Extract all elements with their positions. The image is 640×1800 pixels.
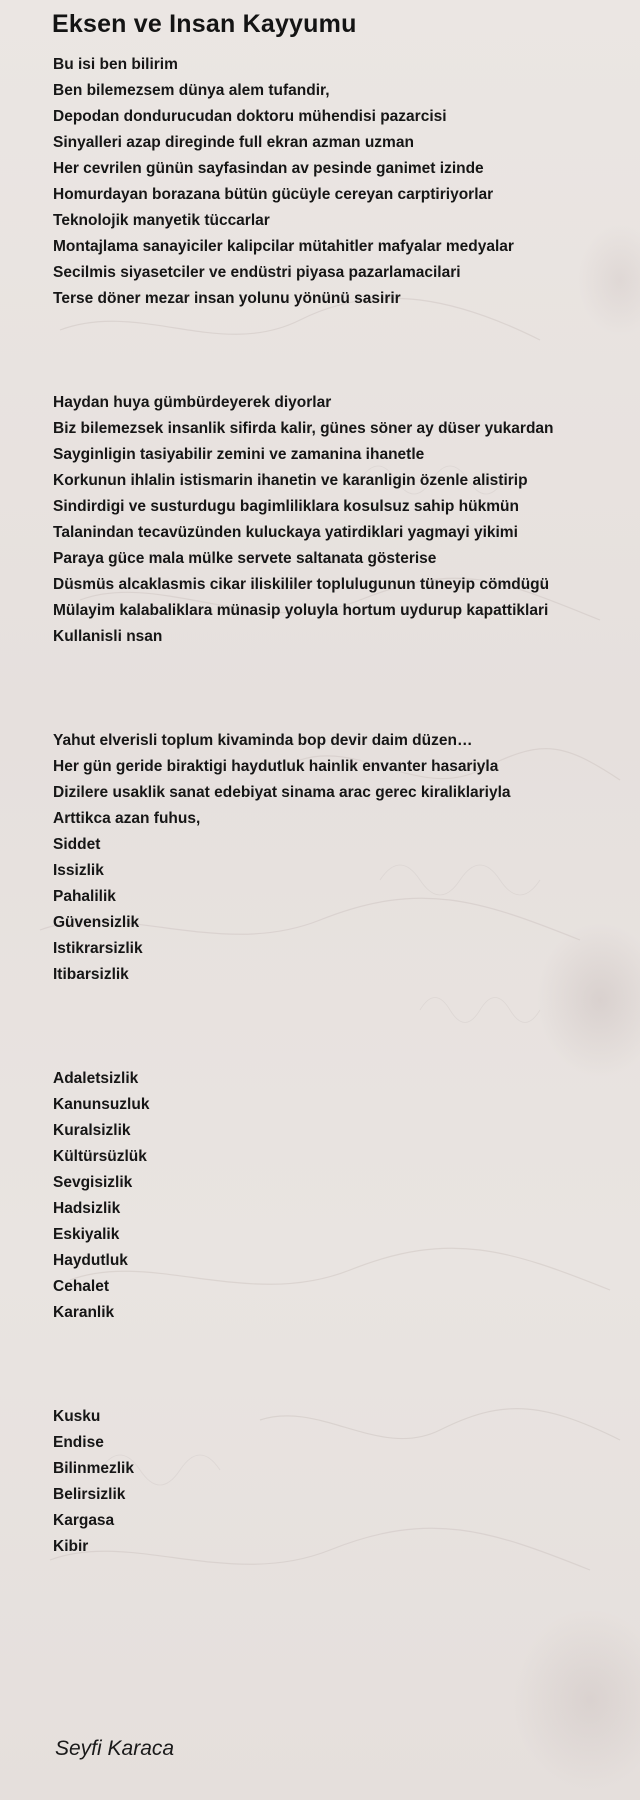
poem-line: Haydutluk <box>53 1252 128 1269</box>
stanza <box>53 390 623 650</box>
poem-line: Dizilere usaklik sanat edebiyat sinama arac gerec kiraliklariyla <box>53 784 511 801</box>
poem-line: Korkunun ihlalin istismarin ihanetin ve karanligin özenle alistirip <box>53 472 528 489</box>
poem-line: Eskiyalik <box>53 1226 120 1243</box>
stanza <box>53 1066 623 1326</box>
poem-line: Yahut elverisli toplum kivaminda bop devir daim düzen… <box>53 732 473 749</box>
poem-line: Düsmüs alcaklasmis cikar iliskililer toplulugunun tüneyip cömdügü <box>53 576 550 593</box>
poem-line: Endise <box>53 1434 104 1451</box>
poem-line: Paraya güce mala mülke servete saltanata gösterise <box>53 550 437 567</box>
poem-body <box>53 52 623 1638</box>
poem-line: Terse döner mezar insan yolunu yönünü sasirir <box>53 290 401 307</box>
poem-line: Bu isi ben bilirim <box>53 56 178 73</box>
poem-line: Kanunsuzluk <box>53 1096 150 1113</box>
poem-line: Her cevrilen günün sayfasindan av pesinde ganimet izinde <box>53 160 484 177</box>
poem-line: Arttikca azan fuhus, <box>53 810 201 827</box>
poem-line: Kargasa <box>53 1512 115 1529</box>
poem-line: Cehalet <box>53 1278 109 1295</box>
poem-line: Itibarsizlik <box>53 966 129 983</box>
poem-line: Siddet <box>53 836 101 853</box>
poem-line: Istikrarsizlik <box>53 940 143 957</box>
poem-line: Talanindan tecavüzünden kuluckaya yatirdiklari yagmayi yikimi <box>53 524 518 541</box>
poem-line: Adaletsizlik <box>53 1070 139 1087</box>
poem-line: Depodan dondurucudan doktoru mühendisi pazarcisi <box>53 108 447 125</box>
poem-line: Kibir <box>53 1538 89 1555</box>
author-signature: Seyfi Karaca <box>55 1737 175 1760</box>
poem-line: Belirsizlik <box>53 1486 126 1503</box>
poem-line: Ben bilemezsem dünya alem tufandir, <box>53 82 330 99</box>
poem-title: Eksen ve Insan Kayyumu <box>52 10 357 38</box>
poem-line: Kültürsüzlük <box>53 1148 147 1165</box>
stanza <box>53 1404 623 1560</box>
poem-line: Hadsizlik <box>53 1200 121 1217</box>
poem-line: Haydan huya gümbürdeyerek diyorlar <box>53 394 332 411</box>
poem-line: Biz bilemezsek insanlik sifirda kalir, günes söner ay düser yukardan <box>53 420 554 437</box>
poem-line: Bilinmezlik <box>53 1460 134 1477</box>
poem-line: Issizlik <box>53 862 104 879</box>
poem-line: Her gün geride biraktigi haydutluk hainlik envanter hasariyla <box>53 758 499 775</box>
stanza <box>53 52 623 312</box>
poem-line: Sevgisizlik <box>53 1174 133 1191</box>
poem-line: Karanlik <box>53 1304 115 1321</box>
poem-line: Sinyalleri azap direginde full ekran azman uzman <box>53 134 414 151</box>
poem-line: Secilmis siyasetciler ve endüstri piyasa pazarlamacilari <box>53 264 461 281</box>
poem-line: Güvensizlik <box>53 914 140 931</box>
poem-line: Homurdayan borazana bütün gücüyle cereyan carptiriyorlar <box>53 186 494 203</box>
poem-line: Mülayim kalabaliklara münasip yoluyla hortum uydurup kapattiklari <box>53 602 549 619</box>
poem-line: Sayginligin tasiyabilir zemini ve zamanina ihanetle <box>53 446 425 463</box>
poem-line: Montajlama sanayiciler kalipcilar mütahitler mafyalar medyalar <box>53 238 514 255</box>
poem-line: Pahalilik <box>53 888 116 905</box>
poem-line: Kusku <box>53 1408 101 1425</box>
poem-line: Kuralsizlik <box>53 1122 131 1139</box>
poem-line: Kullanisli nsan <box>53 628 163 645</box>
poem-line: Teknolojik manyetik tüccarlar <box>53 212 270 229</box>
poem-line: Sindirdigi ve susturdugu bagimliliklara kosulsuz sahip hükmün <box>53 498 519 515</box>
stanza <box>53 728 623 988</box>
